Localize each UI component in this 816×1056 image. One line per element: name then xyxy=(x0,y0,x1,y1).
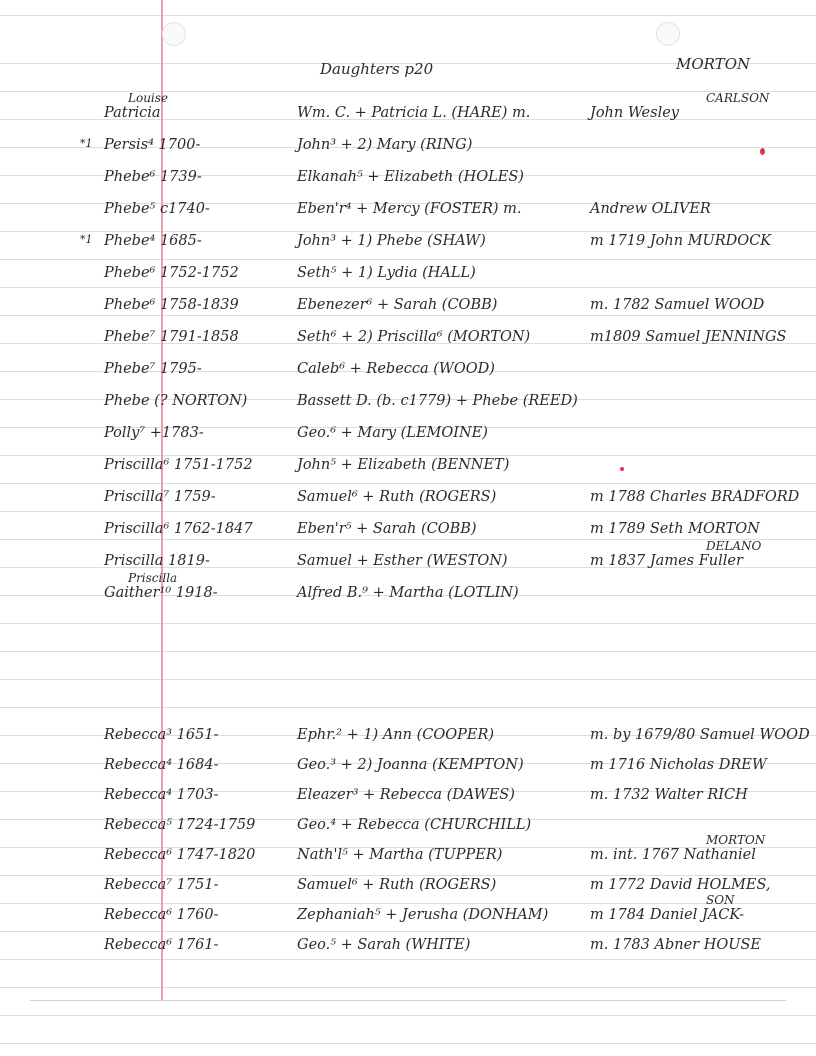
entry-parents: Geo.⁵ + Sarah (WHITE) xyxy=(297,937,471,953)
entry-name: Priscilla⁶ 1751-1752 xyxy=(104,457,253,473)
entry-parents: Samuel⁶ + Ruth (ROGERS) xyxy=(297,877,497,893)
entry-name: Phebe⁵ c1740- xyxy=(104,201,210,217)
entry-name: Phebe⁶ 1752-1752 xyxy=(104,265,239,281)
entry-row xyxy=(0,137,816,163)
punch-hole xyxy=(162,22,186,46)
surname-heading: MORTON xyxy=(676,55,751,73)
entry-row xyxy=(0,937,816,963)
entry-row xyxy=(0,489,816,515)
entry-name: Rebecca⁵ 1724-1759 xyxy=(104,817,256,833)
entry-name: Rebecca⁴ 1703- xyxy=(104,787,219,803)
entry-parents: Eben'r⁵ + Sarah (COBB) xyxy=(297,521,477,537)
entry-row xyxy=(0,847,816,873)
entry-row xyxy=(0,329,816,355)
entry-spouse: m1809 Samuel JENNINGS xyxy=(590,329,787,345)
entry-name: Priscilla⁷ 1759- xyxy=(104,489,216,505)
entry-spouse: m. int. 1767 Nathaniel xyxy=(590,847,756,863)
entry-name: Rebecca⁶ 1747-1820 xyxy=(104,847,256,863)
punch-hole xyxy=(656,22,680,46)
entry-row xyxy=(0,297,816,323)
entry-parents: Seth⁵ + 1) Lydia (HALL) xyxy=(297,265,476,281)
entry-row xyxy=(0,393,816,419)
page-title: Daughters p20 xyxy=(320,60,434,78)
entry-spouse: m 1789 Seth MORTON xyxy=(590,521,760,537)
entry-parents: Elkanah⁵ + Elizabeth (HOLES) xyxy=(297,169,524,185)
entry-parents: John⁵ + Elizabeth (BENNET) xyxy=(297,457,510,473)
entry-row xyxy=(0,521,816,547)
entry-spouse-above: SON xyxy=(706,893,735,907)
entry-name: Phebe⁴ 1685- xyxy=(104,233,202,249)
entry-parents: Bassett D. (b. c1779) + Phebe (REED) xyxy=(297,393,578,409)
entry-spouse: m. by 1679/80 Samuel WOOD xyxy=(590,727,810,743)
entry-spouse: m. 1783 Abner HOUSE xyxy=(590,937,761,953)
entry-row xyxy=(0,553,816,579)
entry-name: Phebe⁷ 1795- xyxy=(104,361,202,377)
entry-spouse: John Wesley xyxy=(590,105,679,121)
entry-row xyxy=(0,265,816,291)
entry-row xyxy=(0,233,816,259)
entry-name: Rebecca⁶ 1760- xyxy=(104,907,219,923)
entry-name: Rebecca⁴ 1684- xyxy=(104,757,219,773)
entry-parents: Samuel + Esther (WESTON) xyxy=(297,553,508,569)
entry-mark: *1 xyxy=(80,137,93,150)
entry-parents: John³ + 2) Mary (RING) xyxy=(297,137,473,153)
entry-name: Patricia xyxy=(104,105,161,121)
entry-row xyxy=(0,169,816,195)
entry-parents: Geo.⁴ + Rebecca (CHURCHILL) xyxy=(297,817,532,833)
entry-name: Rebecca³ 1651- xyxy=(104,727,219,743)
entry-parents: Eben'r⁴ + Mercy (FOSTER) m. xyxy=(297,201,522,217)
entry-spouse: m 1837 James Fuller xyxy=(590,553,743,569)
entry-parents: John³ + 1) Phebe (SHAW) xyxy=(297,233,486,249)
entry-parents: Zephaniah⁵ + Jerusha (DONHAM) xyxy=(297,907,549,923)
entry-row xyxy=(0,877,816,903)
entry-spouse: Andrew OLIVER xyxy=(590,201,711,217)
entry-row xyxy=(0,757,816,783)
entry-parents: Caleb⁶ + Rebecca (WOOD) xyxy=(297,361,495,377)
entry-row xyxy=(0,361,816,387)
entry-spouse-above: CARLSON xyxy=(706,91,770,105)
entry-row xyxy=(0,425,816,451)
entry-name-above: Louise xyxy=(128,91,169,105)
entry-mark: *1 xyxy=(80,233,93,246)
entry-parents: Eleazer³ + Rebecca (DAWES) xyxy=(297,787,515,803)
entry-spouse: m. 1782 Samuel WOOD xyxy=(590,297,765,313)
entry-parents: Seth⁶ + 2) Priscilla⁶ (MORTON) xyxy=(297,329,531,345)
entry-name: Phebe⁶ 1758-1839 xyxy=(104,297,239,313)
entry-parents: Wm. C. + Patricia L. (HARE) m. xyxy=(297,105,531,121)
entry-parents: Alfred B.⁹ + Martha (LOTLIN) xyxy=(297,585,519,601)
entry-name: Priscilla 1819- xyxy=(104,553,210,569)
entry-row xyxy=(0,727,816,753)
entry-spouse: m 1784 Daniel JACK- xyxy=(590,907,744,923)
entry-spouse: m 1716 Nicholas DREW xyxy=(590,757,767,773)
entry-name: Rebecca⁶ 1761- xyxy=(104,937,219,953)
entry-spouse: m. 1732 Walter RICH xyxy=(590,787,748,803)
entry-name: Polly⁷ +1783- xyxy=(104,425,204,441)
entry-parents: Ephr.² + 1) Ann (COOPER) xyxy=(297,727,495,743)
entry-parents: Samuel⁶ + Ruth (ROGERS) xyxy=(297,489,497,505)
entry-row xyxy=(0,585,816,611)
entry-row xyxy=(0,787,816,813)
entry-name: Phebe⁶ 1739- xyxy=(104,169,202,185)
entry-parents: Geo.⁶ + Mary (LEMOINE) xyxy=(297,425,488,441)
entry-spouse: m 1719 John MURDOCK xyxy=(590,233,772,249)
entry-spouse-above: MORTON xyxy=(706,833,766,847)
entry-name: Gaither¹⁰ 1918- xyxy=(104,585,218,601)
entry-row xyxy=(0,105,816,131)
entry-name: Phebe⁷ 1791-1858 xyxy=(104,329,239,345)
entry-row xyxy=(0,457,816,483)
page-edge xyxy=(30,1000,786,1001)
entry-parents: Nath'l⁵ + Martha (TUPPER) xyxy=(297,847,503,863)
entry-name-above: Priscilla xyxy=(128,571,178,585)
entry-name: Priscilla⁶ 1762-1847 xyxy=(104,521,253,537)
entry-spouse: m 1772 David HOLMES, xyxy=(590,877,771,893)
entry-spouse: m 1788 Charles BRADFORD xyxy=(590,489,800,505)
entry-row xyxy=(0,907,816,933)
entry-row xyxy=(0,817,816,843)
entry-name: Phebe (? NORTON) xyxy=(104,393,248,409)
entry-name: Rebecca⁷ 1751- xyxy=(104,877,219,893)
entry-parents: Geo.³ + 2) Joanna (KEMPTON) xyxy=(297,757,524,773)
entry-parents: Ebenezer⁶ + Sarah (COBB) xyxy=(297,297,498,313)
entry-name: Persis⁴ 1700- xyxy=(104,137,201,153)
entry-spouse-above: DELANO xyxy=(706,539,762,553)
entry-row xyxy=(0,201,816,227)
